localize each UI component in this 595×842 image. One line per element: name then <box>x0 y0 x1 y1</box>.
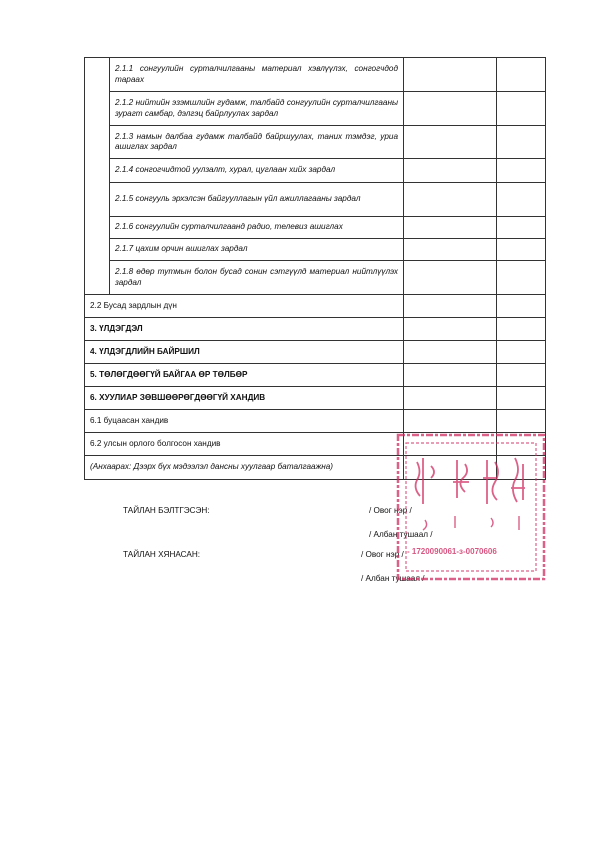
sub-item-label: 2.1.2 нийтийн эзэмшлийн гудамж, талбайд сонгуулийн сурталчилгааны зурагт самбар, дэлгэц байрлуулах зардал <box>110 92 404 126</box>
table-row <box>85 58 546 92</box>
value-cell <box>404 183 497 217</box>
value-cell <box>497 433 546 456</box>
value-cell <box>497 364 546 387</box>
table-row <box>85 410 546 433</box>
value-cell <box>497 261 546 295</box>
value-cell <box>404 58 497 92</box>
prepared-position: / Албан тушаал / <box>369 530 433 539</box>
table-row <box>85 217 546 239</box>
value-cell <box>404 387 497 410</box>
value-cell <box>404 295 497 318</box>
table-row <box>85 364 546 387</box>
sub-item-label: 2.1.3 намын далбаа гудамж талбайд байршуулах, таних тэмдэг, уриа ашиглах зардал <box>110 126 404 159</box>
prepared-surname-name: / Овог нэр / <box>369 506 412 515</box>
table-row <box>85 456 546 480</box>
reviewed-surname-name: / Овог нэр / <box>361 550 404 559</box>
indent-cell <box>85 58 110 295</box>
reviewed-by-label: ТАЙЛАН ХЯНАСАН: <box>123 550 201 559</box>
section-heading: 3. ҮЛДЭГДЭЛ <box>85 318 404 341</box>
table-row <box>85 433 546 456</box>
sub-item-label: 2.1.7 цахим орчин ашиглах зардал <box>110 239 404 261</box>
value-cell <box>497 183 546 217</box>
value-cell <box>497 92 546 126</box>
value-cell <box>404 364 497 387</box>
value-cell <box>497 58 546 92</box>
value-cell <box>497 126 546 159</box>
note-text: (Анхаарах: Дээрх бүх мэдээлэл дансны хуулгаар баталгаажна) <box>85 456 404 480</box>
value-cell <box>497 456 546 480</box>
section-heading: 5. ТӨЛӨГДӨӨГҮЙ БАЙГАА ӨР ТӨЛБӨР <box>85 364 404 387</box>
table-row <box>85 239 546 261</box>
table-row <box>85 341 546 364</box>
table-row <box>85 387 546 410</box>
value-cell <box>404 92 497 126</box>
table-row <box>85 318 546 341</box>
value-cell <box>497 217 546 239</box>
value-cell <box>404 433 497 456</box>
value-cell <box>404 159 497 183</box>
section-heading: 4. ҮЛДЭГДЛИЙН БАЙРШИЛ <box>85 341 404 364</box>
value-cell <box>497 387 546 410</box>
value-cell <box>404 410 497 433</box>
value-cell <box>497 239 546 261</box>
value-cell <box>404 217 497 239</box>
sub-item-label: 2.1.5 сонгууль эрхэлсэн байгууллагын үйл ажиллагааны зардал <box>110 183 404 217</box>
table-row <box>85 183 546 217</box>
sub-item-label: 2.1.6 сонгуулийн сурталчилгаанд радио, телевиз ашиглах <box>110 217 404 239</box>
value-cell <box>497 159 546 183</box>
section-heading: 6. ХУУЛИАР ЗӨВШӨӨРӨГДӨӨГҮЙ ХАНДИВ <box>85 387 404 410</box>
sub-item-label: 2.1.4 сонгогчидтой уулзалт, хурал, цуглаан хийх зардал <box>110 159 404 183</box>
sub-item-label: 2.1.8 өдөр тутмын болон бусад сонин сэтгүүлд материал нийтлүүлэх зардал <box>110 261 404 295</box>
expense-report-table <box>84 57 546 480</box>
value-cell <box>497 410 546 433</box>
stamp-number: - 1720090061-з-0070606 <box>407 547 497 556</box>
table-row <box>85 295 546 318</box>
value-cell <box>404 456 497 480</box>
reviewed-position: / Албан тушаал / <box>361 574 425 583</box>
table-row <box>85 159 546 183</box>
value-cell <box>497 295 546 318</box>
value-cell <box>497 341 546 364</box>
sub-item-label: 2.1.1 сонгуулийн сурталчилгааны материал хэвлүүлэх, сонгогчдод тараах <box>110 58 404 92</box>
table-row <box>85 261 546 295</box>
row-label: 6.1 буцаасан хандив <box>85 410 404 433</box>
row-label: 2.2 Бусад зардлын дүн <box>85 295 404 318</box>
row-label: 6.2 улсын орлого болгосон хандив <box>85 433 404 456</box>
value-cell <box>404 261 497 295</box>
value-cell <box>497 318 546 341</box>
table-row <box>85 126 546 159</box>
prepared-by-label: ТАЙЛАН БЭЛТГЭСЭН: <box>123 506 210 515</box>
value-cell <box>404 126 497 159</box>
table-row <box>85 92 546 126</box>
value-cell <box>404 341 497 364</box>
value-cell <box>404 318 497 341</box>
value-cell <box>404 239 497 261</box>
